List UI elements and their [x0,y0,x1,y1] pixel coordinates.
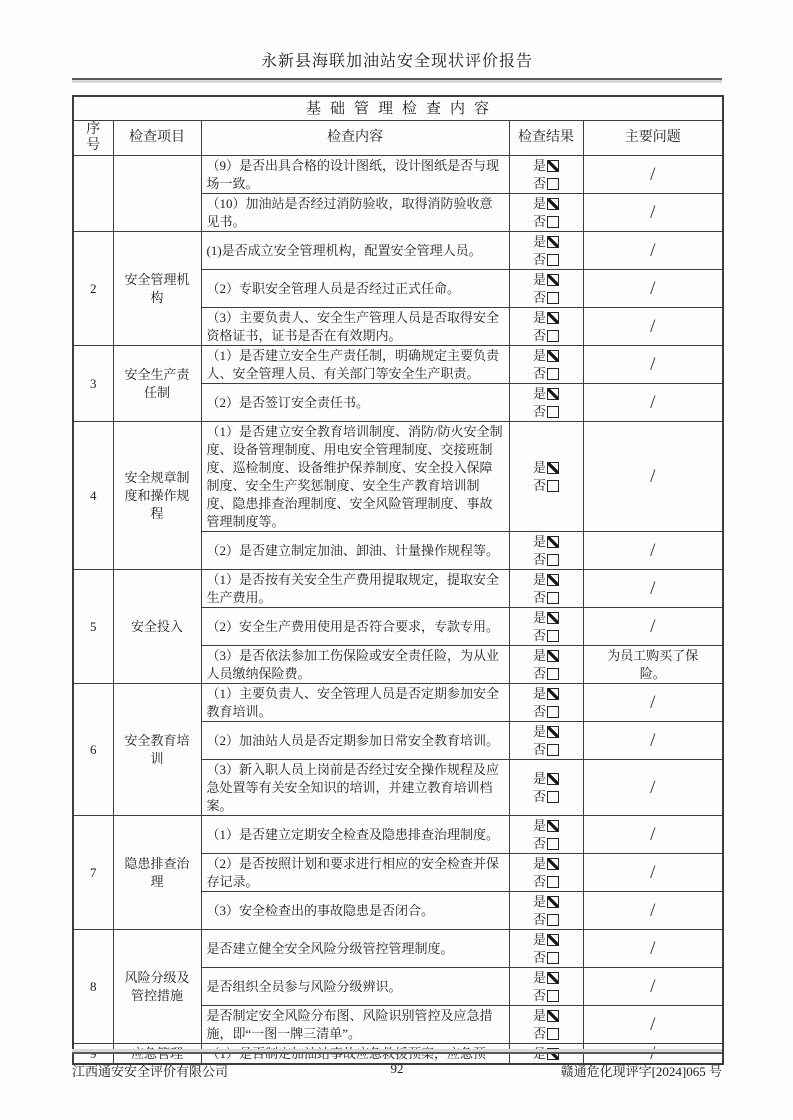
result-yes-line [510,817,583,835]
document-footer [72,1052,722,1080]
checkbox-checked-icon [547,858,559,870]
no-label: 否 [532,788,546,804]
inspection-content-cell: （1）主要负责人、安全管理人员是否定期参加安全教育培训。 [201,684,509,722]
result-no-line [510,403,583,421]
yes-label: 是 [532,195,546,211]
result-yes-line [510,309,583,327]
inspection-item-cell: 安全教育培训 [113,684,201,816]
problem-slash-mark: / [583,1044,723,1065]
checkbox-empty-icon [547,876,559,888]
inspection-content-cell: （3）新入职人员上岗前是否经过安全操作规程及应急处置等有关安全知识的培训，并建立教育培训档案。 [201,760,509,816]
checkbox-empty-icon [547,368,559,380]
inspection-content-cell: （9）是否出具合格的设计图纸，设计图纸是否与现场一致。 [201,156,509,194]
inspection-item-cell: 风险分级及管控措施 [113,930,201,1044]
no-label: 否 [532,403,546,419]
inspection-content-cell: （2）是否建立制定加油、卸油、计量操作规程等。 [201,532,509,570]
checkbox-checked-icon [547,896,559,908]
checkbox-checked-icon [547,972,559,984]
no-label: 否 [532,703,546,719]
footer-page-number: 92 [390,1061,404,1076]
inspection-content-cell: （2）专职安全管理人员是否经过正式任命。 [201,270,509,308]
serial-number-cell: 5 [73,570,113,684]
inspection-content-cell: （10）加油站是否经过消防验收，取得消防验收意见书。 [201,194,509,232]
inspection-result-cell [509,930,583,968]
result-no-line [510,289,583,307]
inspection-item-cell: 安全规章制度和操作规程 [113,422,201,570]
checkbox-checked-icon [547,612,559,624]
problem-slash-mark: / [583,1006,723,1044]
col-header-content: 检查内容 [201,121,509,156]
problem-slash-mark: / [583,156,723,194]
serial-number-cell: 2 [73,232,113,346]
result-yes-line [510,271,583,289]
yes-label: 是 [532,1045,546,1061]
yes-label: 是 [532,723,546,739]
document-header [72,48,722,80]
checkbox-checked-icon [547,462,559,474]
yes-label: 是 [532,609,546,625]
inspection-result-cell [509,816,583,854]
inspection-result-cell [509,646,583,684]
inspection-result-cell [509,346,583,384]
yes-label: 是 [532,817,546,833]
inspection-result-cell [509,308,583,346]
yes-label: 是 [532,309,546,325]
serial-number-cell: 4 [73,422,113,570]
inspection-result-cell [509,968,583,1006]
footer-doc-number: 赣通危化现评字[2024]065 号 [560,1064,722,1079]
result-yes-line [510,1007,583,1025]
yes-label: 是 [532,969,546,985]
checkbox-checked-icon [547,536,559,548]
table-row [73,684,723,722]
no-label: 否 [532,251,546,267]
yes-label: 是 [532,1007,546,1023]
checkbox-checked-icon [547,726,559,738]
inspection-result-cell [509,194,583,232]
result-no-line [510,741,583,759]
inspection-result-cell [509,684,583,722]
inspection-item-cell: 安全生产责任制 [113,346,201,422]
checkbox-checked-icon [547,160,559,172]
column-header-row [73,121,723,156]
problem-slash-mark: / [583,384,723,422]
problem-text: 为员工购买了保险。 [583,646,723,684]
inspection-result-cell [509,1006,583,1044]
no-label: 否 [532,1025,546,1041]
problem-slash-mark: / [583,816,723,854]
result-no-line [510,365,583,383]
problem-slash-mark: / [583,608,723,646]
result-yes-line [510,533,583,551]
checkbox-empty-icon [547,406,559,418]
checkbox-empty-icon [547,592,559,604]
problem-slash-mark: / [583,346,723,384]
inspection-content-cell: 是否组织全员参与风险分级辨识。 [201,968,509,1006]
inspection-content-cell: （1）是否建立定期安全检查及隐患排查治理制度。 [201,816,509,854]
inspection-item-cell [113,156,201,232]
table-row [73,816,723,854]
checkbox-checked-icon [547,274,559,286]
result-yes-line [510,347,583,365]
checkbox-empty-icon [547,744,559,756]
no-label: 否 [532,551,546,567]
checkbox-empty-icon [547,952,559,964]
inspection-content-cell: （2）是否按照计划和要求进行相应的安全检查并保存记录。 [201,854,509,892]
checkbox-empty-icon [547,292,559,304]
result-yes-line [510,459,583,477]
inspection-result-cell [509,608,583,646]
no-label: 否 [532,835,546,851]
yes-label: 是 [532,893,546,909]
checkbox-checked-icon [547,650,559,662]
checkbox-checked-icon [547,574,559,586]
problem-slash-mark: / [583,722,723,760]
problem-slash-mark: / [583,892,723,930]
checkbox-empty-icon [547,216,559,228]
col-header-result: 检查结果 [509,121,583,156]
problem-slash-mark: / [583,684,723,722]
col-header-problem: 主要问题 [583,121,723,156]
inspection-content-cell: （1）是否按有关安全生产费用提取规定，提取安全生产费用。 [201,570,509,608]
checkbox-empty-icon [547,914,559,926]
problem-slash-mark: / [583,194,723,232]
result-yes-line [510,931,583,949]
result-yes-line [510,770,583,788]
no-label: 否 [532,911,546,927]
yes-label: 是 [532,233,546,249]
table-row [73,232,723,270]
no-label: 否 [532,987,546,1003]
yes-label: 是 [532,533,546,549]
table-row [73,156,723,194]
checkbox-empty-icon [547,554,559,566]
checkbox-empty-icon [547,706,559,718]
result-no-line [510,949,583,967]
result-yes-line [510,233,583,251]
yes-label: 是 [532,571,546,587]
checkbox-checked-icon [547,312,559,324]
result-no-line [510,665,583,683]
inspection-result-cell [509,532,583,570]
result-no-line [510,835,583,853]
result-yes-line [510,157,583,175]
result-yes-line [510,571,583,589]
no-label: 否 [532,741,546,757]
checkbox-checked-icon [547,236,559,248]
checkbox-checked-icon [547,688,559,700]
col-header-project: 检查项目 [113,121,201,156]
result-yes-line [510,195,583,213]
yes-label: 是 [532,271,546,287]
inspection-content-cell: （1）是否建立安全生产责任制，明确规定主要负责人、安全管理人员、有关部门等安全生产职责。 [201,346,509,384]
problem-slash-mark: / [583,270,723,308]
yes-label: 是 [532,459,546,475]
col-header-serial: 序号 [73,121,113,156]
checkbox-empty-icon [547,668,559,680]
inspection-content-cell: 是否建立健全安全风险分级管控管理制度。 [201,930,509,968]
inspection-result-cell [509,156,583,194]
inspection-content-cell: （3）主要负责人、安全生产管理人员是否取得安全资格证书，证书是否在有效期内。 [201,308,509,346]
inspection-result-cell [509,854,583,892]
inspection-content-cell: （2）加油站人员是否定期参加日常安全教育培训。 [201,722,509,760]
inspection-content-cell: （1）是否建立安全教育培训制度、消防/防火安全制度、设备管理制度、用电安全管理制度、交接班制度、巡检制度、设备维护保养制度、安全投入保障制度、安全生产奖惩制度、安全生产教育培训制度、隐患排查治理制度、安全风险管理制度、事故管理制度等。 [201,422,509,532]
checkbox-checked-icon [547,350,559,362]
checkbox-checked-icon [547,1010,559,1022]
yes-label: 是 [532,157,546,173]
checkbox-empty-icon [547,330,559,342]
serial-number-cell: 3 [73,346,113,422]
result-no-line [510,477,583,495]
result-no-line [510,873,583,891]
checkbox-empty-icon [547,480,559,492]
checkbox-checked-icon [547,198,559,210]
inspection-result-cell [509,422,583,532]
result-no-line [510,589,583,607]
checkbox-empty-icon [547,254,559,266]
no-label: 否 [532,665,546,681]
inspection-result-cell [509,760,583,816]
serial-number-cell: 7 [73,816,113,930]
problem-slash-mark: / [583,308,723,346]
checkbox-empty-icon [547,178,559,190]
problem-slash-mark: / [583,532,723,570]
result-no-line [510,327,583,345]
inspection-content-cell: （3）是否依法参加工伤保险或安全责任险，为从业人员缴纳保险费。 [201,646,509,684]
inspection-result-cell [509,892,583,930]
problem-slash-mark: / [583,930,723,968]
inspection-content-cell: （2）安全生产费用使用是否符合要求，专款专用。 [201,608,509,646]
no-label: 否 [532,175,546,191]
result-yes-line [510,855,583,873]
serial-number-cell: 6 [73,684,113,816]
result-no-line [510,911,583,929]
inspection-item-cell: 安全投入 [113,570,201,684]
inspection-result-cell [509,270,583,308]
table-title: 基础管理检查内容 [73,96,723,121]
checkbox-checked-icon [547,934,559,946]
yes-label: 是 [532,347,546,363]
result-no-line [510,703,583,721]
yes-label: 是 [532,685,546,701]
checkbox-checked-icon [547,773,559,785]
inspection-result-cell [509,232,583,270]
no-label: 否 [532,477,546,493]
result-yes-line [510,685,583,703]
yes-label: 是 [532,855,546,871]
table-row [73,930,723,968]
result-no-line [510,175,583,193]
inspection-content-cell: (1)是否成立安全管理机构，配置安全管理人员。 [201,232,509,270]
checkbox-empty-icon [547,1028,559,1040]
result-yes-line [510,723,583,741]
no-label: 否 [532,213,546,229]
checkbox-empty-icon [547,838,559,850]
inspection-content-cell: 是否制定安全风险分布图、风险识别管控及应急措施，即“一图一牌三清单”。 [201,1006,509,1044]
result-yes-line [510,609,583,627]
serial-number-cell: 8 [73,930,113,1044]
yes-label: 是 [532,770,546,786]
problem-slash-mark: / [583,854,723,892]
yes-label: 是 [532,647,546,663]
footer-company: 江西通安安全评价有限公司 [72,1064,229,1079]
serial-number-cell: 9 [73,1044,113,1065]
result-no-line [510,788,583,806]
problem-slash-mark: / [583,570,723,608]
inspection-item-cell: 隐患排查治理 [113,816,201,930]
no-label: 否 [532,327,546,343]
result-no-line [510,213,583,231]
inspection-content-cell: （3）安全检查出的事故隐患是否闭合。 [201,892,509,930]
result-yes-line [510,385,583,403]
inspection-item-cell: 安全管理机构 [113,232,201,346]
yes-label: 是 [532,385,546,401]
result-yes-line [510,969,583,987]
table-row [73,570,723,608]
no-label: 否 [532,365,546,381]
no-label: 否 [532,289,546,305]
checkbox-empty-icon [547,791,559,803]
result-no-line [510,627,583,645]
inspection-content-cell: （1）是否制定加油站事故应急救援预案，应急预 [201,1044,509,1065]
result-no-line [510,551,583,569]
checkbox-empty-icon [547,630,559,642]
inspection-table [72,95,724,1065]
result-yes-line [510,647,583,665]
serial-number-cell [73,156,113,232]
checkbox-empty-icon [547,990,559,1002]
no-label: 否 [532,873,546,889]
checkbox-checked-icon [547,820,559,832]
no-label: 否 [532,949,546,965]
result-yes-line [510,893,583,911]
checkbox-checked-icon [547,388,559,400]
table-title-row [73,96,723,121]
no-label: 否 [532,589,546,605]
table-row [73,422,723,532]
result-no-line [510,1025,583,1043]
no-label: 否 [532,627,546,643]
problem-slash-mark: / [583,422,723,532]
result-no-line [510,251,583,269]
report-title: 永新县海联加油站安全现状评价报告 [260,53,533,70]
problem-slash-mark: / [583,232,723,270]
yes-label: 是 [532,931,546,947]
inspection-result-cell [509,570,583,608]
table-row [73,346,723,384]
problem-slash-mark: / [583,968,723,1006]
inspection-result-cell [509,722,583,760]
problem-slash-mark: / [583,760,723,816]
result-no-line [510,987,583,1005]
inspection-item-cell: 应急管理 [113,1044,201,1065]
inspection-result-cell [509,384,583,422]
inspection-content-cell: （2）是否签订安全责任书。 [201,384,509,422]
